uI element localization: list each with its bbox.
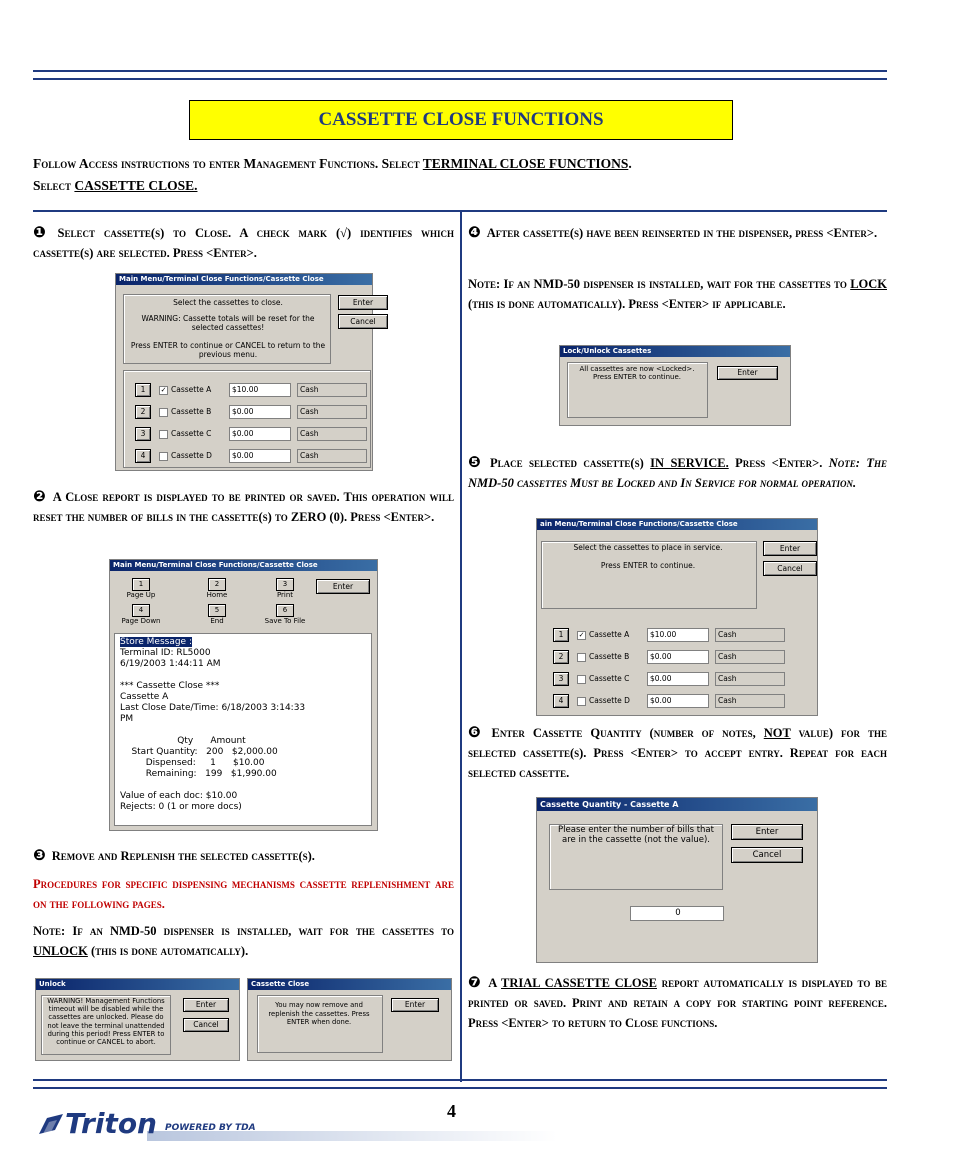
cassette-type: Cash [297, 405, 367, 419]
step-1-text: ❶ Select cassette(s) to Close. A check mark (√) identifies which cassette(s) are selected. Press <Enter>. [33, 223, 455, 260]
logo-icon [37, 1112, 63, 1136]
cassette-close-link: CASSETTE CLOSE. [74, 178, 198, 193]
cassette-name: Cassette A [171, 385, 212, 394]
cassette-amount: $0.00 [647, 650, 709, 664]
cassette-checkbox[interactable] [577, 653, 586, 662]
cassette-amount: $10.00 [647, 628, 709, 642]
window-title: Cassette Close [248, 979, 451, 990]
cassette-close-replenish-window: Cassette Close You may now remove and replenish the cassettes. Press ENTER when done. Enter [247, 978, 452, 1061]
cancel-button[interactable]: Cancel [731, 847, 803, 863]
cassette-amount: $0.00 [229, 405, 291, 419]
cassette-type: Cash [715, 672, 785, 686]
cassette-type: Cash [297, 427, 367, 441]
step-5-text: ❺ Place selected cassette(s) IN SERVICE. Press <Enter>. Note: The NMD-50 cassettes Must be Locked and In Service for normal operation. [468, 453, 887, 490]
quantity-input[interactable]: 0 [630, 906, 724, 921]
unlock-window: Unlock WARNING! Management Functions timeout will be disabled while the cassettes are unlocked. Please do not leave the terminal unattended during this period! Press ENTER to continue or CANCEL to abort. Enter Cancel [35, 978, 240, 1061]
page-title-box [189, 100, 733, 140]
window-title: Unlock [36, 979, 239, 990]
step-3-text: ❸ Remove and Replenish the selected cassette(s). [33, 846, 315, 864]
cassette-amount: $0.00 [647, 694, 709, 708]
report-nav-button[interactable]: 6 Save To File [264, 606, 306, 625]
logo-tag: POWERED BY TDA [165, 1123, 256, 1133]
cassette-checkbox[interactable] [577, 675, 586, 684]
enter-button[interactable]: Enter [183, 998, 229, 1012]
enter-button[interactable]: Enter [338, 295, 388, 310]
enter-button[interactable]: Enter [731, 824, 803, 840]
cassette-name: Cassette A [589, 630, 630, 639]
cassette-number-button[interactable]: 3 [135, 427, 151, 441]
step-6-text: ❻ Enter Cassette Quantity (number of notes, NOT value) for the selected cassette(s). Press <Enter> to accept entry. Repeat for each selected cassette. [468, 723, 888, 780]
cassette-number-button[interactable]: 1 [553, 628, 569, 642]
bottom-rule [33, 1079, 887, 1089]
cassette-checkbox[interactable] [159, 408, 168, 417]
cassette-number-button[interactable]: 2 [135, 405, 151, 419]
cassette-checkbox[interactable]: ✓ [160, 386, 167, 394]
report-nav-button[interactable]: 1 Page Up [126, 580, 156, 599]
cassette-checkbox[interactable]: ✓ [578, 631, 585, 639]
cassette-type: Cash [715, 628, 785, 642]
cassette-amount: $0.00 [229, 427, 291, 441]
cassette-checkbox[interactable] [159, 430, 168, 439]
cassette-type: Cash [715, 650, 785, 664]
step-4-note: Note: If an NMD-50 dispenser is installed, wait for the cassettes to LOCK (this is done automatically). Press <Enter> if applicable. [468, 277, 887, 311]
cassette-number-button[interactable]: 4 [135, 449, 151, 463]
cancel-button[interactable]: Cancel [183, 1018, 229, 1032]
cassette-close-report-window [109, 559, 378, 831]
enter-button[interactable]: Enter [717, 366, 778, 380]
cancel-button[interactable]: Cancel [338, 314, 388, 329]
enter-button[interactable]: Enter [391, 998, 439, 1012]
cassette-name: Cassette C [589, 674, 630, 683]
enter-button[interactable]: Enter [316, 579, 370, 594]
page-title: CASSETTE CLOSE FUNCTIONS [318, 109, 604, 130]
report-nav-button[interactable]: 4 Page Down [121, 606, 161, 625]
window-title: Cassette Quantity - Cassette A [537, 798, 817, 811]
step-3-note: Note: If an NMD-50 dispenser is installed, wait for the cassettes to UNLOCK (this is done automatically). [33, 924, 454, 958]
top-rule [33, 70, 887, 80]
report-nav-button[interactable]: 3 Print [276, 580, 294, 599]
step-3-red-note: Procedures for specific dispensing mechanisms cassette replenishment are on the following pages. [33, 877, 454, 911]
triton-logo [37, 1107, 557, 1149]
cassette-name: Cassette C [171, 429, 212, 438]
cassette-amount: $10.00 [229, 383, 291, 397]
report-text: Terminal ID: RL5000 6/19/2003 1:44:11 AM *** Cassette Close *** Cassette A Last Close Date/Time: 6/18/2003 3:14:33 PM Qty Amount Start Quantity: 200 $2,000.00 Dispensed: 1 $10.00 Remaining: 199 $1,990.00 Value of each doc: $10.00 Rejects: 0 (1 or more docs) [120, 648, 306, 812]
lock-unlock-window: Lock/Unlock Cassettes All cassettes are now <Locked>. Press ENTER to continue. Enter [559, 345, 791, 426]
cassette-close-select-window: Main Menu/Terminal Close Functions/Cassette Close Select the cassettes to close. WARNING: Cassette totals will be reset for the selected cassettes! Press ENTER to continue or CANCEL to return to the previous menu. Enter Cancel 1 ✓ Cassette A $10.00 Cash 2 Cassette B $0.00 Cash 3 Cassette C $0.00 Cash 4 Cassette D $0.00 Cash [115, 273, 373, 471]
step-7-text: ❼ A TRIAL CASSETTE CLOSE report automatically is displayed to be printed or saved. Print and retain a copy for starting point reference. Press <Enter> to return to Close functions. [468, 973, 888, 1030]
step-2-text: ❷ A Close report is displayed to be printed or saved. This operation will reset the number of bills in the cassette(s) to ZERO (0). Press <Enter>. [33, 487, 455, 524]
cassette-number-button[interactable]: 2 [553, 650, 569, 664]
cassette-type: Cash [297, 449, 367, 463]
cassette-type: Cash [715, 694, 785, 708]
cassette-quantity-window: Cassette Quantity - Cassette A Please enter the number of bills that are in the cassette (not the value). Enter Cancel 0 [536, 797, 818, 963]
cassette-checkbox[interactable] [577, 697, 586, 706]
report-nav-button[interactable]: 5 End [192, 604, 242, 625]
store-message: Store Message : [120, 637, 192, 647]
cancel-button[interactable]: Cancel [763, 561, 817, 576]
cassette-checkbox[interactable] [159, 452, 168, 461]
window-title: Lock/Unlock Cassettes [560, 346, 790, 357]
step-4-text: ❹ After cassette(s) have been reinserted in the dispenser, press <Enter>. [468, 223, 878, 241]
page-number: 4 [447, 1101, 456, 1121]
cassette-name: Cassette D [171, 451, 212, 460]
cassette-name: Cassette B [589, 652, 630, 661]
cassette-number-button[interactable]: 3 [553, 672, 569, 686]
window-title: ain Menu/Terminal Close Functions/Cassette Close [537, 519, 817, 530]
logo-brand: Triton [65, 1107, 157, 1140]
terminal-close-link: TERMINAL CLOSE FUNCTIONS [422, 156, 629, 171]
cassette-amount: $0.00 [229, 449, 291, 463]
report-view[interactable] [114, 633, 372, 826]
window-title: Main Menu/Terminal Close Functions/Cassette Close [116, 274, 372, 285]
cassette-number-button[interactable]: 4 [553, 694, 569, 708]
cassette-name: Cassette D [589, 696, 630, 705]
cassette-name: Cassette B [171, 407, 212, 416]
report-nav-button[interactable]: 2 Home [206, 580, 228, 599]
window-title: Main Menu/Terminal Close Functions/Cassette Close [110, 560, 377, 571]
column-divider [460, 210, 462, 1082]
enter-button[interactable]: Enter [763, 541, 817, 556]
intro-text: Follow Access instructions to enter Management Functions. Select TERMINAL CLOSE FUNCTIONS. Select CASSETTE CLOSE. [33, 156, 632, 193]
cassette-number-button[interactable]: 1 [135, 383, 151, 397]
cassette-amount: $0.00 [647, 672, 709, 686]
place-in-service-window: ain Menu/Terminal Close Functions/Cassette Close Select the cassettes to place in service. Press ENTER to continue. Enter Cancel 1 ✓ Cassette A $10.00 Cash 2 Cassette B $0.00 Cash 3 Cassette C $0.00 Cash 4 Cassette D $0.00 Cash [536, 518, 818, 716]
cassette-type: Cash [297, 383, 367, 397]
